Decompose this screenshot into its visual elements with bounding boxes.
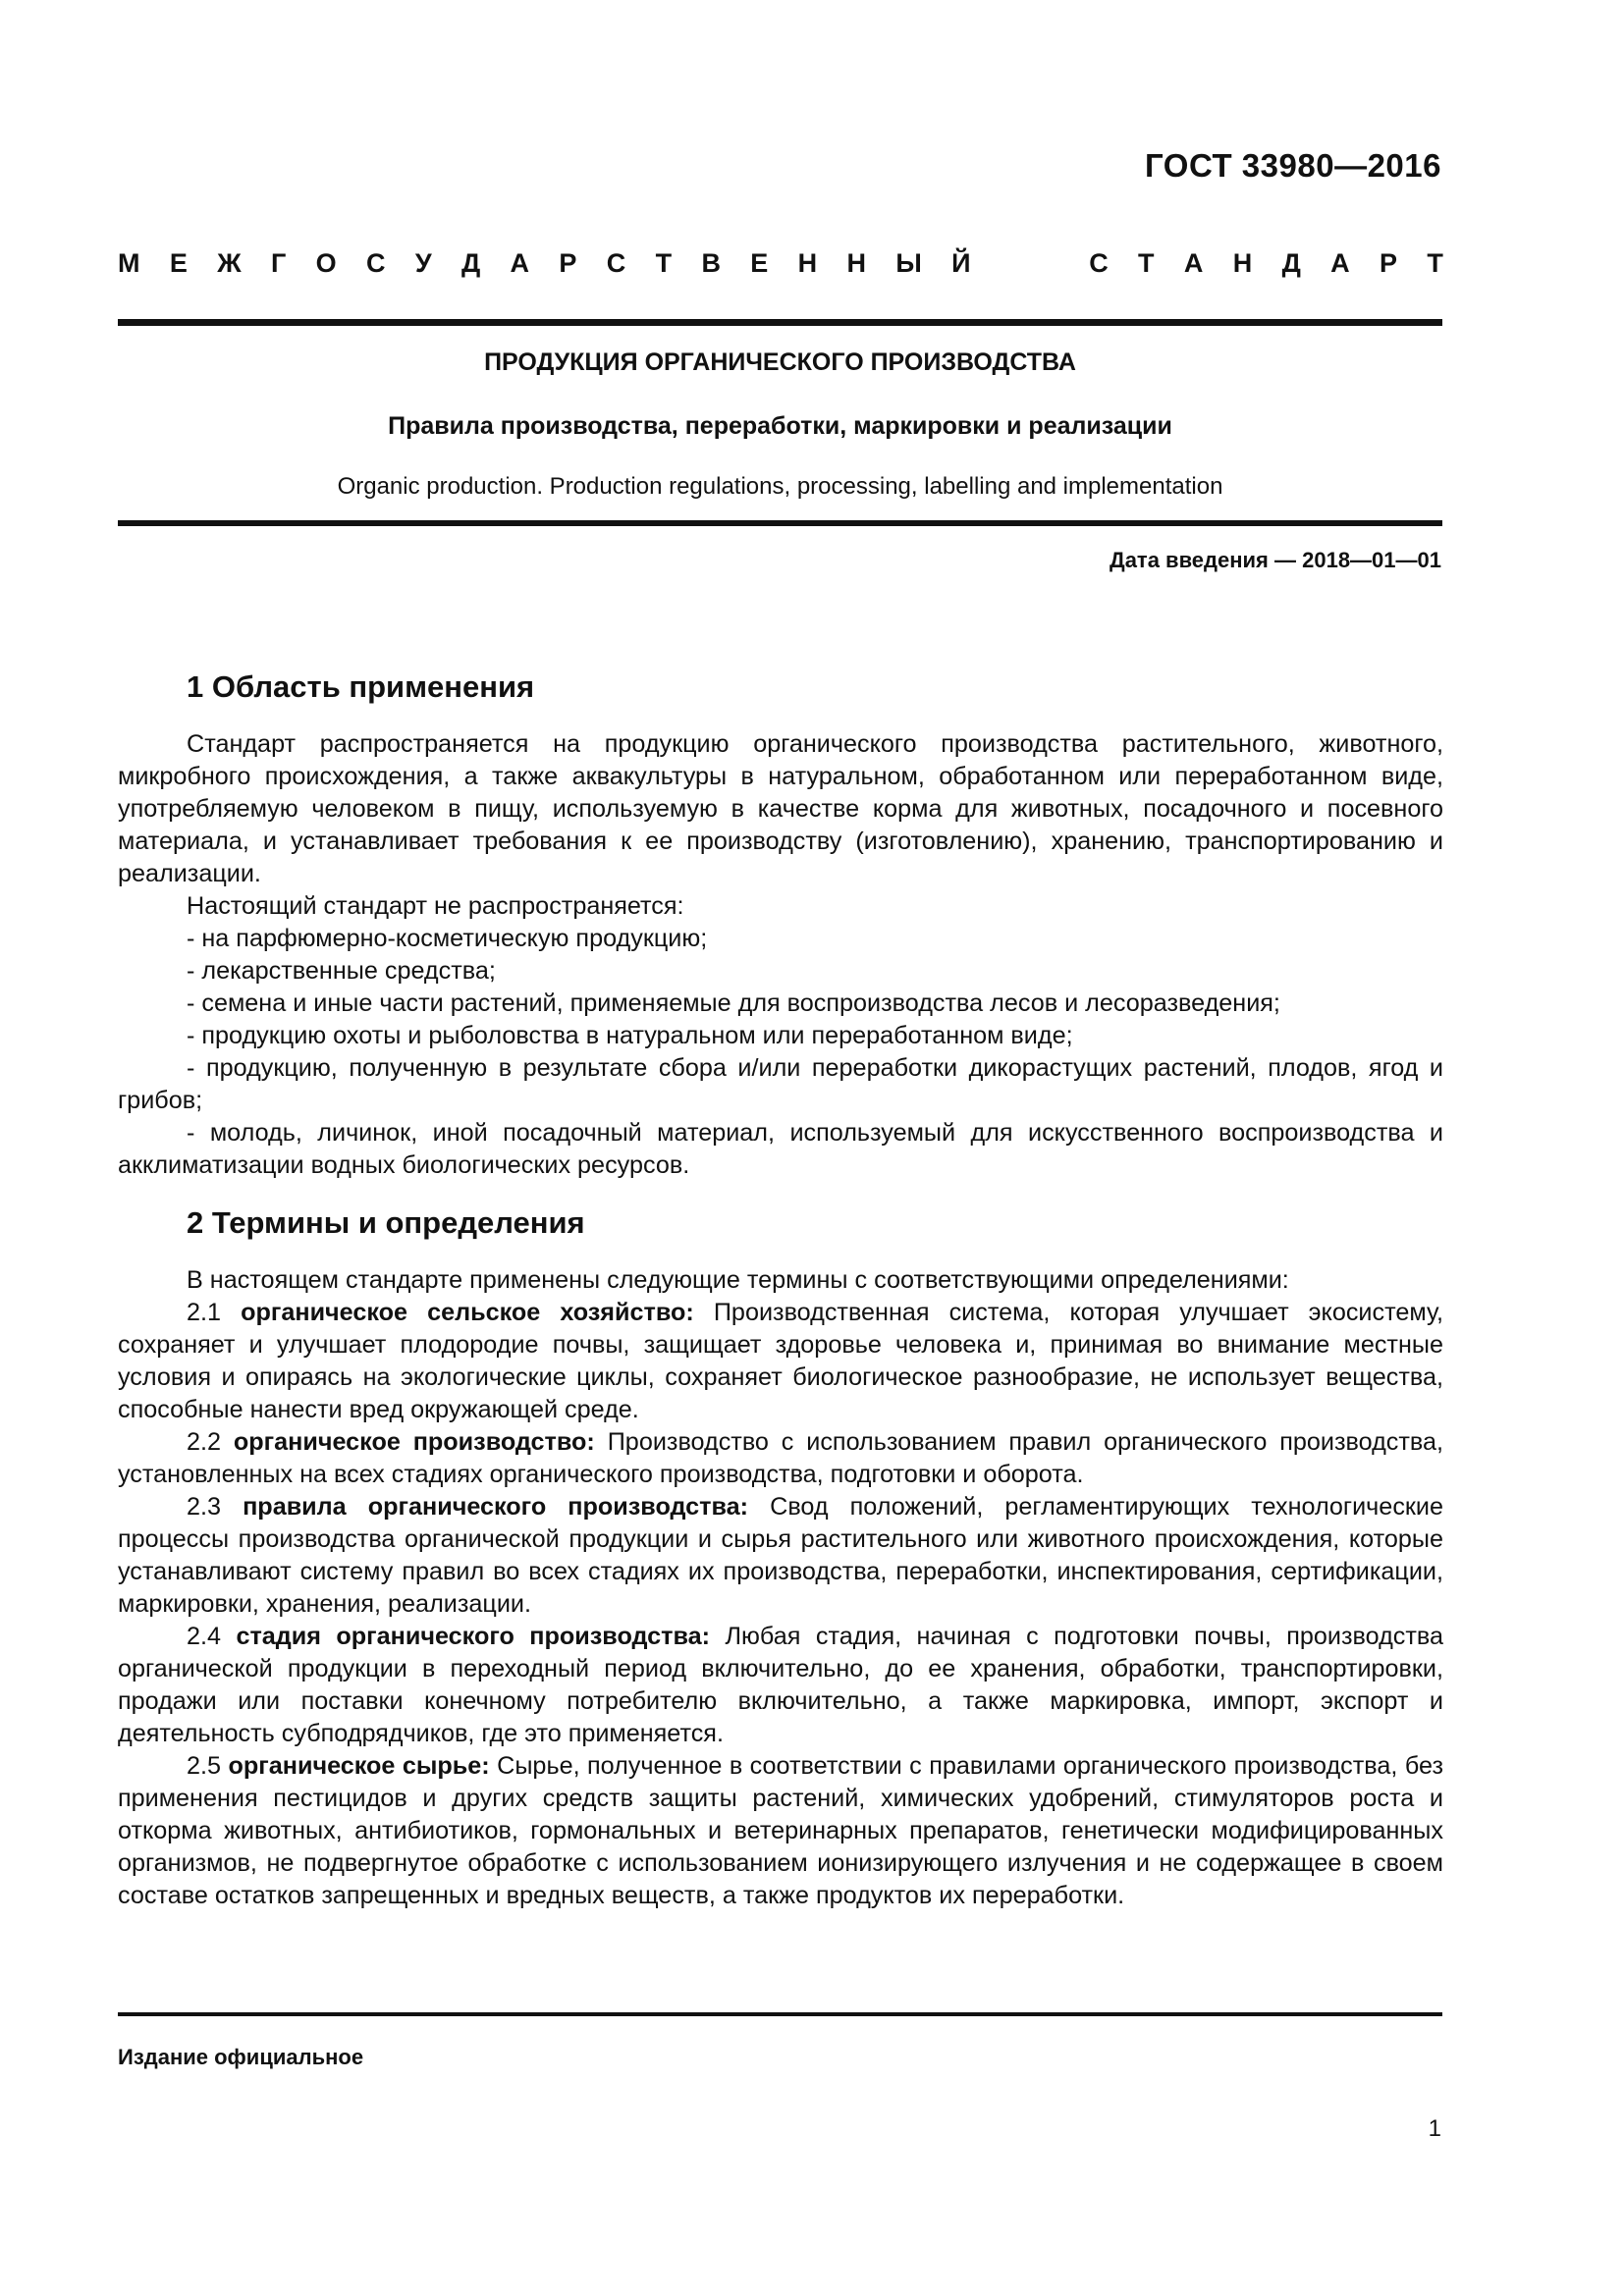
page-number: 1 [1428,2115,1441,2142]
list-item: - молодь, личинок, иной посадочный материал, используемый для искусственного воспроизводства и акклиматизации водных биологических ресурсов. [118,1119,1443,1179]
term-definition [118,1621,1443,1750]
introduction-date: Дата введения — 2018—01—01 [1110,548,1441,572]
letter: У [414,248,432,278]
list-item: - лекарственные средства; [187,957,496,985]
term-definition [118,1491,1443,1621]
letter: А [510,248,530,278]
term-definition [118,1297,1443,1426]
document-body [118,667,1443,1912]
term-definition [118,1426,1443,1491]
term-text: Производственная система, которая улучшает экосистему, сохраняет и улучшает плодородие почвы, защищает здоровье человека и, принимая во внимание местные условия и опираясь на экологические циклы, сохраняет биологическое разнообразие, не использует вещества, способные нанести вред окружающей среде. [118,1299,1444,1423]
word-gap [1001,248,1059,279]
term-name: органическое производство: [233,1428,595,1456]
letter: Н [1232,248,1253,278]
term-number: 2.1 [187,1299,222,1326]
letter: Р [1380,248,1398,278]
letter: В [701,248,721,278]
standard-type-heading [118,248,1443,279]
term-number: 2.5 [187,1752,222,1780]
list-item: - продукцию охоты и рыболовства в натуральном или переработанном виде; [187,1022,1073,1049]
letter: С [365,248,386,278]
term-number: 2.4 [187,1623,222,1650]
term-text: Производство с использованием правил органического производства, установленных на всех стадиях органического производства, подготовки и оборота. [118,1428,1444,1488]
list-item: - семена и иные части растений, применяемые для воспроизводства лесов и лесоразведения; [187,989,1280,1017]
term-definition [118,1750,1443,1912]
paragraph: Настоящий стандарт не распространяется: [187,892,684,920]
letter: Н [797,248,818,278]
edition-label: Издание официальное [118,2045,364,2069]
letter: Г [270,248,287,278]
term-name: органическое сельское хозяйство: [241,1299,694,1326]
letter: Т [655,248,673,278]
letter: С [606,248,626,278]
letter: М [118,248,140,278]
title-divider [118,520,1442,526]
term-number: 2.2 [187,1428,222,1456]
letter: А [1330,248,1350,278]
letter: Ж [217,248,242,278]
paragraph: Стандарт распространяется на продукцию органического производства растительного, животного, микробного происхождения, а также аквакультуры в натуральном, обработанном или переработанном виде, употребляемую человеком в пищу, используемую в качестве корма для животных, посадочного и посевного материала, и устанавливает требования к ее производству (изготовлению), хранению, транспортированию и реализации. [118,730,1443,887]
term-name: стадия органического производства: [236,1623,711,1650]
footer-divider [118,2012,1442,2016]
standard-code: ГОСТ 33980—2016 [1145,147,1441,184]
document-subtitle: Правила производства, переработки, маркировки и реализации [388,412,1172,440]
list-item: - продукцию, полученную в результате сбора и/или переработки дикорастущих растений, плодов, ягод и грибов; [118,1054,1443,1114]
letter: Е [169,248,188,278]
section-heading: 1 Область применения [187,669,535,704]
letter: О [315,248,337,278]
english-title: Organic production. Production regulations, processing, labelling and implementation [337,473,1223,500]
letter: Т [1427,248,1443,278]
letter: А [1183,248,1204,278]
term-number: 2.3 [187,1493,222,1521]
letter: Т [1138,248,1155,278]
letter: Д [1281,248,1301,278]
term-name: органическое сырье: [228,1752,490,1780]
list-item: - на парфюмерно-косметическую продукцию; [187,925,708,952]
term-text: Любая стадия, начиная с подготовки почвы, производства органической продукции в переходный период включительно, до ее хранения, обработки, транспортировки, продажи или поставки конечному потребителю включительно, а также маркировка, импорт, экспорт и деятельность субподрядчиков, где это применяется. [118,1623,1444,1747]
letter: Д [460,248,481,278]
top-divider [118,319,1442,326]
term-text: Сырье, полученное в соответствии с правилами органического производства, без применения пестицидов и других средств защиты растений, химических удобрений, стимуляторов роста и откорма животных, антибиотиков, гормональных и ветеринарных препаратов, генетически модифицированных организмов, не подвергнутое обработке с использованием ионизирующего излучения и не содержащее в своем составе остатков запрещенных и вредных веществ, а также продуктов их переработки. [118,1752,1444,1909]
letter: Е [750,248,769,278]
section-heading: 2 Термины и определения [187,1205,585,1240]
letter: Н [846,248,866,278]
letter: Р [559,248,577,278]
paragraph: В настоящем стандарте применены следующие термины с соответствующими определениями: [187,1266,1289,1294]
term-name: правила органического производства: [243,1493,749,1521]
letter: Ы [895,248,922,278]
term-text: Свод положений, регламентирующих технологические процессы производства органической продукции и сырья растительного или животного происхождения, которые устанавливают систему правил во всех стадиях их производства, переработки, инспектирования, сертификации, маркировки, хранения, реализации. [118,1493,1444,1618]
letter: С [1089,248,1109,278]
letter: Й [951,248,971,278]
document-title: ПРОДУКЦИЯ ОРГАНИЧЕСКОГО ПРОИЗВОДСТВА [484,348,1076,376]
